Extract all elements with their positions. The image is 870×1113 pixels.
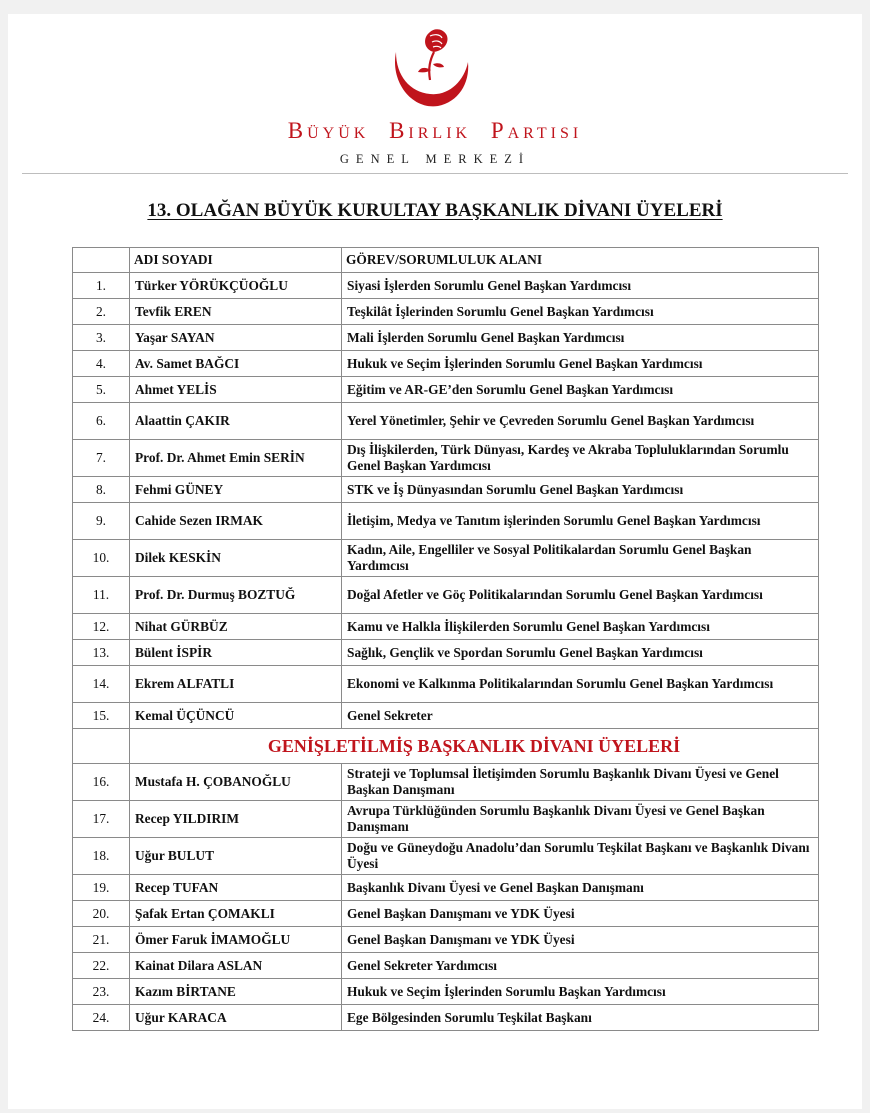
member-role: Dış İlişkilerden, Türk Dünyası, Kardeş ve Akraba Topluluklarından Sorumlu Genel Başkan Yardımcısı: [342, 440, 819, 477]
member-name: Prof. Dr. Durmuş BOZTUĞ: [130, 577, 342, 614]
member-role: STK ve İş Dünyasından Sorumlu Genel Başkan Yardımcısı: [342, 477, 819, 503]
member-role: Ekonomi ve Kalkınma Politikalarından Sorumlu Genel Başkan Yardımcısı: [342, 666, 819, 703]
member-name: Prof. Dr. Ahmet Emin SERİN: [130, 440, 342, 477]
member-number: 19.: [73, 875, 130, 901]
table-row: [73, 801, 819, 838]
member-name: Uğur BULUT: [130, 838, 342, 875]
section-spacer-cell: [73, 729, 130, 764]
member-number: 1.: [73, 273, 130, 299]
member-role: Doğal Afetler ve Göç Politikalarından Sorumlu Genel Başkan Yardımcısı: [342, 577, 819, 614]
header-subtitle: GENEL MERKEZİ: [339, 152, 531, 166]
member-role: Kamu ve Halkla İlişkilerden Sorumlu Genel Başkan Yardımcısı: [342, 614, 819, 640]
member-role: Ege Bölgesinden Sorumlu Teşkilat Başkanı: [342, 1005, 819, 1031]
member-role: Siyasi İşlerden Sorumlu Genel Başkan Yardımcısı: [342, 273, 819, 299]
table-row: [73, 666, 819, 703]
member-number: 20.: [73, 901, 130, 927]
member-number: 2.: [73, 299, 130, 325]
member-role: Doğu ve Güneydoğu Anadolu’dan Sorumlu Teşkilat Başkanı ve Başkanlık Divanı Üyesi: [342, 838, 819, 875]
table-row: [73, 477, 819, 503]
table-row: [73, 273, 819, 299]
member-name: Kazım BİRTANE: [130, 979, 342, 1005]
table-row: [73, 299, 819, 325]
member-name: Av. Samet BAĞCI: [130, 351, 342, 377]
table-row: [73, 403, 819, 440]
member-number: 9.: [73, 503, 130, 540]
table-row: [73, 979, 819, 1005]
extended-members-body: [73, 764, 819, 1031]
document-title: 13. OLAĞAN BÜYÜK KURULTAY BAŞKANLIK DİVANI ÜYELERİ: [147, 200, 723, 221]
member-number: 12.: [73, 614, 130, 640]
member-role: Genel Başkan Danışmanı ve YDK Üyesi: [342, 901, 819, 927]
member-number: 23.: [73, 979, 130, 1005]
table-row: [73, 503, 819, 540]
member-role: Genel Başkan Danışmanı ve YDK Üyesi: [342, 927, 819, 953]
member-name: Yaşar SAYAN: [130, 325, 342, 351]
header-name-cell: ADI SOYADI: [130, 248, 342, 273]
table-row: [73, 540, 819, 577]
member-role: Hukuk ve Seçim İşlerinden Sorumlu Genel Başkan Yardımcısı: [342, 351, 819, 377]
table-header-row: [73, 248, 819, 273]
extended-section-title: GENİŞLETİLMİŞ BAŞKANLIK DİVANI ÜYELERİ: [130, 729, 819, 764]
member-number: 6.: [73, 403, 130, 440]
member-number: 22.: [73, 953, 130, 979]
member-role: Genel Sekreter: [342, 703, 819, 729]
member-number: 16.: [73, 764, 130, 801]
member-role: Strateji ve Toplumsal İletişimden Sorumlu Başkanlık Divanı Üyesi ve Genel Başkan Danışmanı: [342, 764, 819, 801]
crescent-rose-icon: [386, 22, 476, 114]
member-number: 14.: [73, 666, 130, 703]
member-name: Şafak Ertan ÇOMAKLI: [130, 901, 342, 927]
member-name: Fehmi GÜNEY: [130, 477, 342, 503]
member-name: Recep TUFAN: [130, 875, 342, 901]
member-number: 15.: [73, 703, 130, 729]
extended-section-row: [73, 729, 819, 764]
member-role: Hukuk ve Seçim İşlerinden Sorumlu Başkan Yardımcısı: [342, 979, 819, 1005]
header-divider: [22, 173, 848, 174]
member-role: Teşkilât İşlerinden Sorumlu Genel Başkan Yardımcısı: [342, 299, 819, 325]
table-row: [73, 640, 819, 666]
member-name: Ömer Faruk İMAMOĞLU: [130, 927, 342, 953]
party-word-1: Büyük: [287, 118, 370, 143]
member-name: Dilek KESKİN: [130, 540, 342, 577]
member-number: 5.: [73, 377, 130, 403]
header-role-cell: GÖREV/SORUMLULUK ALANI: [342, 248, 819, 273]
table-row: [73, 614, 819, 640]
member-number: 13.: [73, 640, 130, 666]
table-row: [73, 764, 819, 801]
member-number: 4.: [73, 351, 130, 377]
party-word-2: Birlik: [389, 118, 472, 143]
member-name: Mustafa H. ÇOBANOĞLU: [130, 764, 342, 801]
member-role: Mali İşlerden Sorumlu Genel Başkan Yardımcısı: [342, 325, 819, 351]
member-name: Alaattin ÇAKIR: [130, 403, 342, 440]
member-name: Uğur KARACA: [130, 1005, 342, 1031]
member-role: Başkanlık Divanı Üyesi ve Genel Başkan Danışmanı: [342, 875, 819, 901]
member-number: 18.: [73, 838, 130, 875]
table-row: [73, 1005, 819, 1031]
member-name: Recep YILDIRIM: [130, 801, 342, 838]
table-row: [73, 838, 819, 875]
member-number: 10.: [73, 540, 130, 577]
member-role: İletişim, Medya ve Tanıtım işlerinden Sorumlu Genel Başkan Yardımcısı: [342, 503, 819, 540]
member-name: Ekrem ALFATLI: [130, 666, 342, 703]
member-number: 24.: [73, 1005, 130, 1031]
member-role: Yerel Yönetimler, Şehir ve Çevreden Sorumlu Genel Başkan Yardımcısı: [342, 403, 819, 440]
member-name: Bülent İSPİR: [130, 640, 342, 666]
table-row: [73, 377, 819, 403]
member-name: Cahide Sezen IRMAK: [130, 503, 342, 540]
member-role: Eğitim ve AR-GE’den Sorumlu Genel Başkan Yardımcısı: [342, 377, 819, 403]
member-name: Kainat Dilara ASLAN: [130, 953, 342, 979]
member-number: 21.: [73, 927, 130, 953]
member-number: 11.: [73, 577, 130, 614]
member-number: 7.: [73, 440, 130, 477]
member-name: Türker YÖRÜKÇÜOĞLU: [130, 273, 342, 299]
members-table: [72, 247, 819, 1031]
table-row: [73, 703, 819, 729]
member-name: Nihat GÜRBÜZ: [130, 614, 342, 640]
header-num-cell: [73, 248, 130, 273]
table-row: [73, 927, 819, 953]
member-number: 8.: [73, 477, 130, 503]
member-role: Kadın, Aile, Engelliler ve Sosyal Politikalardan Sorumlu Genel Başkan Yardımcısı: [342, 540, 819, 577]
table-row: [73, 351, 819, 377]
member-role: Sağlık, Gençlik ve Spordan Sorumlu Genel Başkan Yardımcısı: [342, 640, 819, 666]
member-number: 17.: [73, 801, 130, 838]
table-row: [73, 875, 819, 901]
table-row: [73, 325, 819, 351]
member-role: Genel Sekreter Yardımcısı: [342, 953, 819, 979]
member-name: Kemal ÜÇÜNCÜ: [130, 703, 342, 729]
member-role: Avrupa Türklüğünden Sorumlu Başkanlık Divanı Üyesi ve Genel Başkan Danışmanı: [342, 801, 819, 838]
member-number: 3.: [73, 325, 130, 351]
member-name: Ahmet YELİS: [130, 377, 342, 403]
party-name: [0, 118, 870, 144]
table-row: [73, 953, 819, 979]
party-word-3: Partisi: [490, 118, 583, 143]
table-row: [73, 440, 819, 477]
members-body: [73, 273, 819, 729]
table-row: [73, 577, 819, 614]
table-row: [73, 901, 819, 927]
member-name: Tevfik EREN: [130, 299, 342, 325]
